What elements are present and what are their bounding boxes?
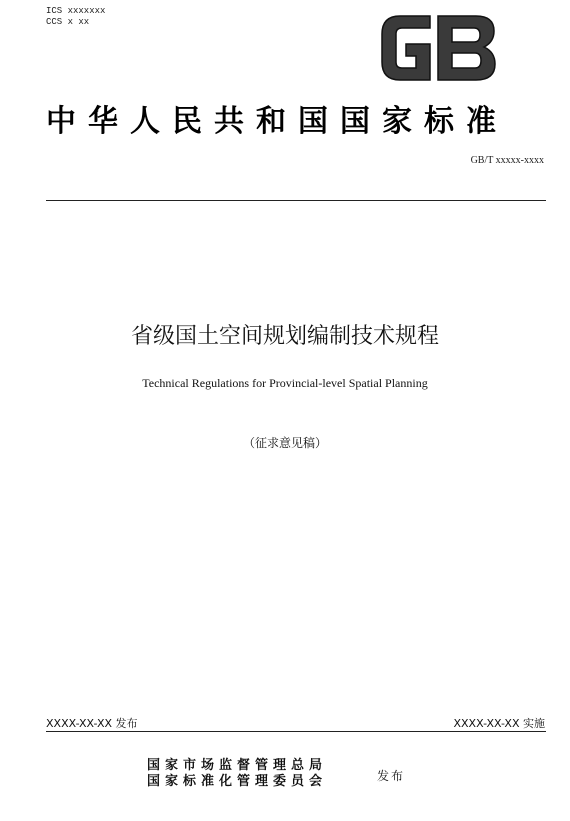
standard-number: GB/T xxxxx-xxxx [470,155,544,166]
publish-label: 发布 [377,769,406,783]
gb-logo-letter-g [382,16,430,80]
gb-logo-letter-b [438,16,495,80]
header-divider [46,200,546,201]
footer-divider [46,731,546,732]
issuer-line-1: 国家市场监督管理总局 [147,758,328,773]
ics-code: ICS xxxxxxx [46,6,106,16]
implementation-date: XXXX-XX-XX 实施 [453,717,545,730]
ccs-code: CCS x xx [46,17,90,27]
gb-logo [378,14,498,82]
issuing-authorities [147,758,327,790]
document-title-en: Technical Regulations for Provincial-level Spatial Planning [142,376,428,390]
draft-label: （征求意见稿） [242,436,327,450]
issue-date: XXXX-XX-XX 发布 [46,717,138,730]
national-standard-title: 中华人民共和国国家标准 [46,104,508,139]
issuer-line-2: 国家标准化管理委员会 [147,774,328,789]
document-title-cn: 省级国土空间规划编制技术规程 [130,324,439,349]
